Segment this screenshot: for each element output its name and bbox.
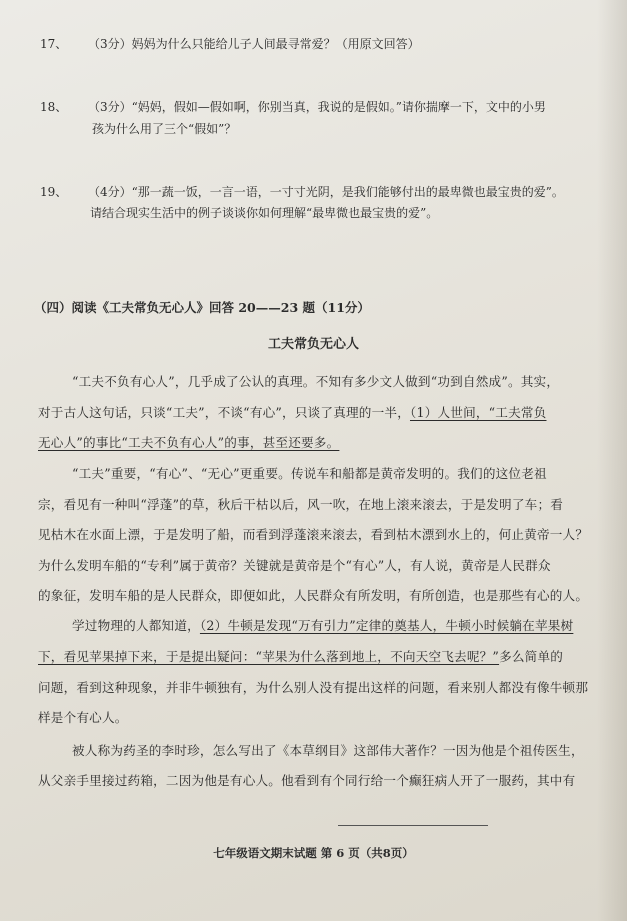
article-line <box>38 524 588 543</box>
question-text: （4分）“那一蔬一饭，一言一语，一寸寸光阴，是我们能够付出的最卑微也最宝贵的爱”。 <box>88 185 564 199</box>
line-text: 被人称为药圣的李时珍，怎么写出了《本草纲目》这部伟大著作？一因为他是个祖传医生， <box>72 743 584 758</box>
line-text: 对于古人这句话，只谈“工夫”，不谈“有心”，只谈了真理的一半， <box>38 405 410 420</box>
question-17 <box>40 34 420 54</box>
article-line <box>38 677 588 696</box>
underlined-sentence: 下，看见苹果掉下来，于是提出疑问：“苹果为什么落到地上，不向天空飞去呢？” <box>38 649 500 664</box>
line-text: 从父亲手里接过药箱，二因为他是有心人。他看到有个同行给一个癫狂病人开了一服药，其中有 <box>38 773 576 788</box>
article-line <box>72 740 584 759</box>
line-text: 见枯木在水面上漂，于是发明了船，而看到浮蓬滚来滚去，看到枯木漂到水上的，何止黄帝一人？ <box>38 527 589 542</box>
article-line <box>38 402 546 421</box>
article-line <box>72 371 559 390</box>
article-line <box>38 646 563 665</box>
article-line <box>38 555 551 574</box>
line-text: 问题，看到这种现象，并非牛顿独有，为什么别人没有提出这样的问题，看来别人都没有像牛顿那 <box>38 680 589 695</box>
line-text: 为什么发明车船的“专利”属于黄帝？关键就是黄帝是个“有心”人，有人说，黄帝是人民群众 <box>38 558 551 573</box>
article-title: 工夫常负无心人 <box>267 337 359 352</box>
footer-rule <box>338 825 488 826</box>
line-text: 的象征，发明车船的是人民群众，即便如此，人民群众有所发明，有所创造，也是那些有心的人。 <box>38 588 589 603</box>
article-line <box>38 432 339 451</box>
question-number: 18、 <box>40 100 68 114</box>
article-line <box>72 463 547 482</box>
question-text-line2: 孩为什么用了三个“假如”？ <box>92 122 237 136</box>
line-text: 样是个有心人。 <box>38 710 128 725</box>
question-number: 17、 <box>40 37 68 51</box>
question-text: （3分）“妈妈，假如—假如啊，你别当真，我说的是假如。”请你揣摩一下，文中的小男 <box>88 100 546 114</box>
article-line <box>38 585 588 604</box>
underlined-sentence: （1）人世间，“工夫常负 <box>409 405 547 420</box>
question-number: 19、 <box>40 185 68 199</box>
page-footer: 七年级语文期末试题 第 6 页（共8页） <box>213 846 414 860</box>
line-text: 宗，看见有一种叫“浮蓬”的草，秋后干枯以后，风一吹，在地上滚来滚去，于是发明了车；看 <box>38 497 564 512</box>
question-19 <box>40 182 564 220</box>
line-text: “工夫”重要，“有心”、“无心”更重要。传说车和船都是黄帝发明的。我们的这位老祖 <box>72 466 547 481</box>
question-text-line2: 请结合现实生活中的例子谈谈你如何理解“最卑微也最宝贵的爱”。 <box>90 206 439 220</box>
question-text: （3分）妈妈为什么只能给儿子人间最寻常爱？（用原文回答） <box>88 37 420 51</box>
article-line <box>38 770 575 789</box>
underlined-sentence: 无心人”的事比“工夫不负有心人”的事，甚至还要多。 <box>38 435 340 450</box>
article-line <box>72 615 573 634</box>
article-line <box>38 494 563 513</box>
section-heading: （四）阅读《工夫常负无心人》回答 20——23 题（11分） <box>34 300 370 315</box>
line-text: 学过物理的人都知道， <box>72 618 200 633</box>
line-text: 多么简单的 <box>499 649 564 664</box>
article-line <box>38 707 128 726</box>
underlined-sentence: （2）牛顿是发现“万有引力”定律的奠基人，牛顿小时候躺在苹果树 <box>199 618 574 633</box>
question-18 <box>40 97 546 136</box>
page-shadow <box>597 0 627 921</box>
line-text: “工夫不负有心人”，几乎成了公认的真理。不知有多少文人做到“功到自然成”。其实， <box>72 374 560 389</box>
